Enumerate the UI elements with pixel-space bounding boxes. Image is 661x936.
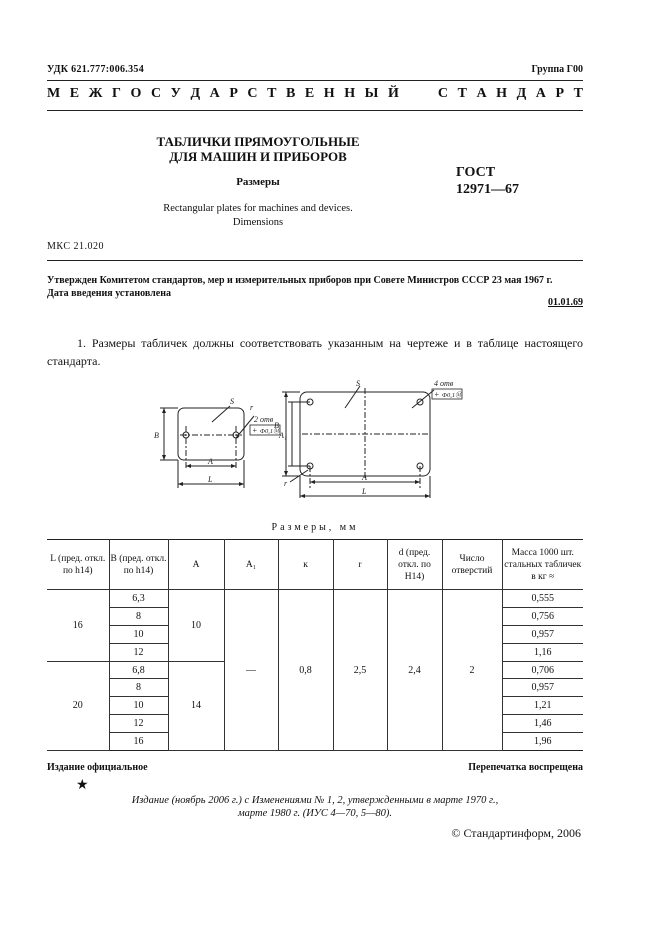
reprint-notice: Перепечатка воспрещена	[468, 762, 583, 773]
tolerance-small: Φ0,1Ⓜ	[260, 428, 280, 435]
label-r-small: r	[250, 403, 254, 412]
intro-date: 01.01.69	[548, 297, 583, 308]
cell-A1: —	[224, 590, 278, 751]
cell-r: 2,5	[333, 590, 387, 751]
cell-d: 2,4	[387, 590, 442, 751]
cell-mass: 0,957	[502, 625, 583, 643]
label-r-large: r	[284, 479, 288, 488]
cell-holes: 2	[442, 590, 502, 751]
label-A-small: A	[208, 457, 213, 466]
header-k: к	[278, 540, 333, 590]
cell-A: 10	[168, 590, 224, 662]
header-B: B (пред. откл. по h14)	[109, 540, 168, 590]
label-A1-large: A₁	[279, 431, 287, 440]
group-code: Группа Г00	[531, 64, 583, 75]
label-holes-large: 4 отв	[434, 379, 454, 388]
copyright: © Стандартинформ, 2006	[451, 826, 581, 840]
tolerance-large: Φ0,1Ⓜ	[442, 392, 462, 399]
header-mass: Масса 1000 шт. стальных табличек в кг ≈	[502, 540, 583, 590]
header-A1: A₁	[224, 540, 278, 590]
table-row	[47, 590, 583, 608]
standard-title: М Е Ж Г О С У Д А Р С Т В Е Н Н Ы Й С Т А Н Д А Р Т	[47, 86, 583, 101]
cell-B: 6,3	[109, 590, 168, 608]
header-A: A	[168, 540, 224, 590]
intro-date-label: Дата введения установлена	[47, 288, 171, 299]
cell-mass: 1,16	[502, 643, 583, 661]
table-caption: Размеры, мм	[271, 522, 359, 533]
label-s-small: S	[230, 397, 234, 406]
label-L-small: L	[208, 475, 213, 484]
header-r: r	[333, 540, 387, 590]
udk-code: УДК 621.777:006.354	[47, 64, 144, 75]
cell-mass: 0,555	[502, 590, 583, 608]
header-rule-bottom	[47, 110, 583, 111]
header-holes: Число отверстий	[442, 540, 502, 590]
cell-mass: 0,706	[502, 661, 583, 679]
label-s-large: S	[356, 379, 360, 388]
header-L: L (пред. откл. по h14)	[47, 540, 109, 590]
cell-k: 0,8	[278, 590, 333, 751]
tolerance-plus-small: +	[252, 426, 258, 435]
label-holes-small: 2 отв	[254, 415, 274, 424]
cell-mass: 1,96	[502, 733, 583, 751]
tolerance-plus-large: +	[434, 390, 440, 399]
document-title: ТАБЛИЧКИ ПРЯМОУГОЛЬНЫЕ ДЛЯ МАШИН И ПРИБОРОВ	[156, 134, 360, 164]
official-edition: Издание официальное	[47, 762, 148, 773]
cell-B: 12	[109, 715, 168, 733]
gost-label: ГОСТ	[456, 165, 496, 180]
english-title-line2: Dimensions	[232, 217, 284, 228]
label-B-small: B	[154, 431, 159, 440]
dimensions-table	[47, 539, 583, 751]
header-d: d (пред. откл. по H14)	[387, 540, 442, 590]
cell-B: 12	[109, 643, 168, 661]
cell-B: 8	[109, 607, 168, 625]
star-icon: ★	[76, 778, 89, 793]
cell-B: 10	[109, 625, 168, 643]
gost-number: 12971—67	[456, 182, 519, 197]
header-rule-top	[47, 80, 583, 81]
paragraph-1: 1. Размеры табличек должны соответствовать указанным на чертеже и в таблице настоящего стандарта.	[47, 336, 583, 368]
cell-A: 14	[168, 661, 224, 750]
cell-mass: 0,957	[502, 679, 583, 697]
cell-B: 8	[109, 679, 168, 697]
technical-drawing	[150, 378, 570, 498]
approval-text: Утвержден Комитетом стандартов, мер и измерительных приборов при Совете Министров СССР 23 мая 1967 г.	[47, 275, 553, 286]
cell-B: 16	[109, 733, 168, 751]
cell-mass: 0,756	[502, 607, 583, 625]
mks-code: МКС 21.020	[47, 241, 104, 252]
mks-rule	[47, 260, 583, 261]
label-A-large: A	[362, 473, 367, 482]
document-subtitle: Размеры	[236, 176, 280, 188]
cell-B: 10	[109, 697, 168, 715]
table-header-row	[47, 540, 583, 590]
edition-note-line2: марте 1980 г. (ИУС 4—70, 5—80).	[237, 808, 393, 819]
cell-L: 20	[47, 661, 109, 750]
cell-mass: 1,46	[502, 715, 583, 733]
edition-note-line1: Издание (ноябрь 2006 г.) с Изменениями № 1, 2, утвержденными в марте 1970 г.,	[131, 795, 499, 806]
english-title-line1: Rectangular plates for machines and devices.	[163, 203, 353, 214]
label-L-large: L	[362, 487, 367, 496]
label-B-large: B	[274, 421, 279, 430]
cell-L: 16	[47, 590, 109, 662]
cell-mass: 1,21	[502, 697, 583, 715]
cell-B: 6,8	[109, 661, 168, 679]
small-plate-outline	[178, 408, 244, 460]
